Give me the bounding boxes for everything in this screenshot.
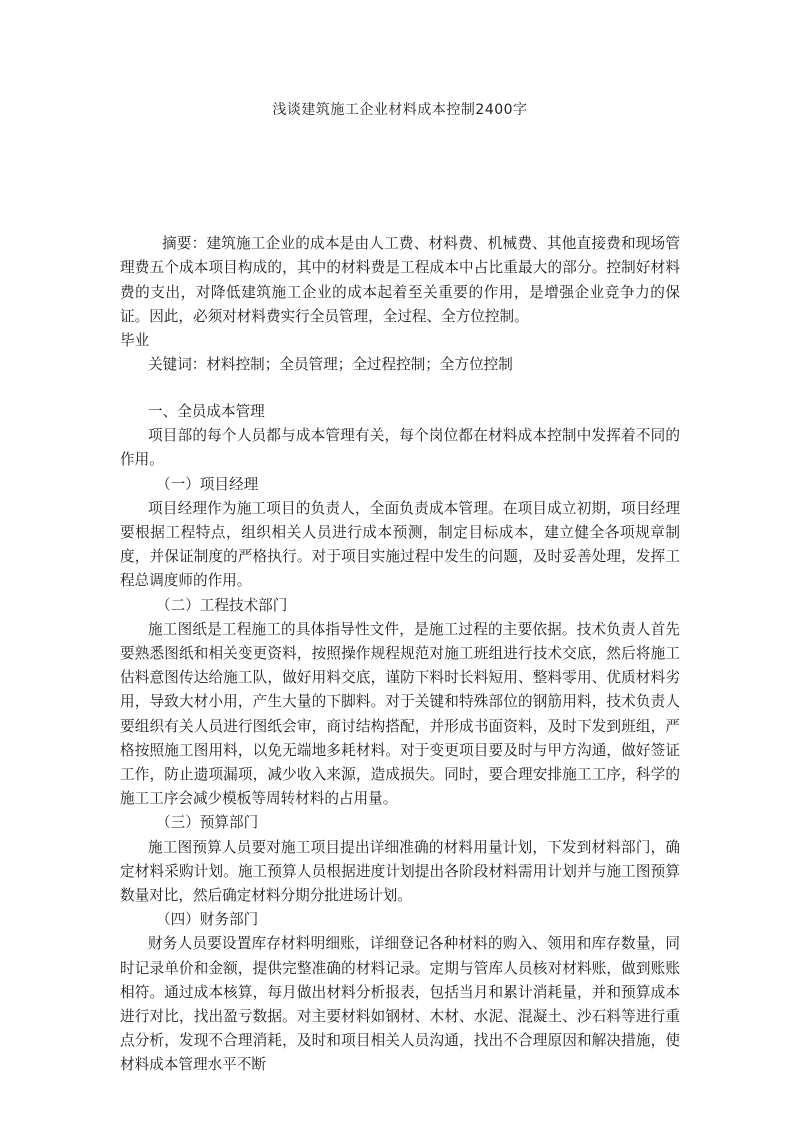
subheading-engineering-dept: （二）工程技术部门 (156, 596, 288, 614)
paragraph-budget-dept: 施工图预算人员要对施工项目提出详细准确的材料用量计划，下发到材料部门，确定材料采购计划。施工预算人员根据进度计划提出各阶段材料需用计划并与施工图预算数量对比，然后确定材料分期分批进场计划。 (120, 838, 680, 905)
body-content (120, 400, 680, 1078)
abstract-paragraph: 摘要：建筑施工企业的成本是由人工费、材料费、机械费、其他直接费和现场管理费五个成本项目构成的，其中的材料费是工程成本中占比重最大的部分。控制好材料费的支出，对降低建筑施工企业的成本起着至关重要的作用，是增强企业竞争力的保证。因此，必须对材料费实行全员管理，全过程、全方位控制。 (120, 235, 680, 326)
document-title: 浅谈建筑施工企业材料成本控制2400字 (272, 102, 528, 118)
paragraph-finance-dept: 财务人员要设置库存材料明细账，详细登记各种材料的购入、领用和库存数量，同时记录单价和金额，提供完整准确的材料记录。定期与管库人员核对材料账，做到账账相符。通过成本核算，每月做出材料分析报表，包括当月和累计消耗量，并和预算成本进行对比，找出盈亏数据。对主要材料如钢材、木材、水泥、混凝土、沙石料等进行重点分析，发现不合理消耗，及时和项目相关人员沟通，找出不合理原因和解决措施，使材料成本管理水平不断 (120, 935, 680, 1074)
subheading-finance-dept: （四）财务部门 (156, 911, 259, 929)
paragraph-project-manager: 项目经理作为施工项目的负责人，全面负责成本管理。在项目成立初期，项目经理要根据工程特点，组织相关人员进行成本预测，制定目标成本，建立健全各项规章制度，并保证制度的严格执行。对于项目实施过程中发生的问题，及时妥善处理，发挥工程总调度师的作用。 (120, 499, 680, 590)
subheading-project-manager: （一）项目经理 (156, 475, 259, 493)
paragraph-engineering-dept: 施工图纸是工程施工的具体指导性文件，是施工过程的主要依据。技术负责人首先要熟悉图纸和相关变更资料，按照操作规程规范对施工班组进行技术交底，然后将施工估料意图传达给施工队，做好用料交底，谨防下料时长料短用、整料零用、优质材料劣用，导致大材小用，产生大量的下脚料。对于关键和特殊部位的钢筋用料，技术负责人要组织有关人员进行图纸会审，商讨结构搭配，并形成书面资料，及时下发到班组，严格按照施工图用料，以免无端地多耗材料。对于变更项目要及时与甲方沟通，做好签证工作，防止遗项漏项，减少收入来源，造成损失。同时，要合理安排施工工序，科学的施工工序会减少模板等周转材料的占用量。 (120, 620, 680, 808)
biye-label: 毕业 (120, 332, 150, 349)
section-heading-1: 一、全员成本管理 (148, 403, 265, 420)
subheading-budget-dept: （三）预算部门 (156, 814, 259, 832)
keywords-line: 关键词：材料控制；全员管理；全过程控制；全方位控制 (148, 356, 513, 373)
section-intro-paragraph: 项目部的每个人员都与成本管理有关，每个岗位都在材料成本控制中发挥着不同的作用。 (120, 427, 680, 469)
